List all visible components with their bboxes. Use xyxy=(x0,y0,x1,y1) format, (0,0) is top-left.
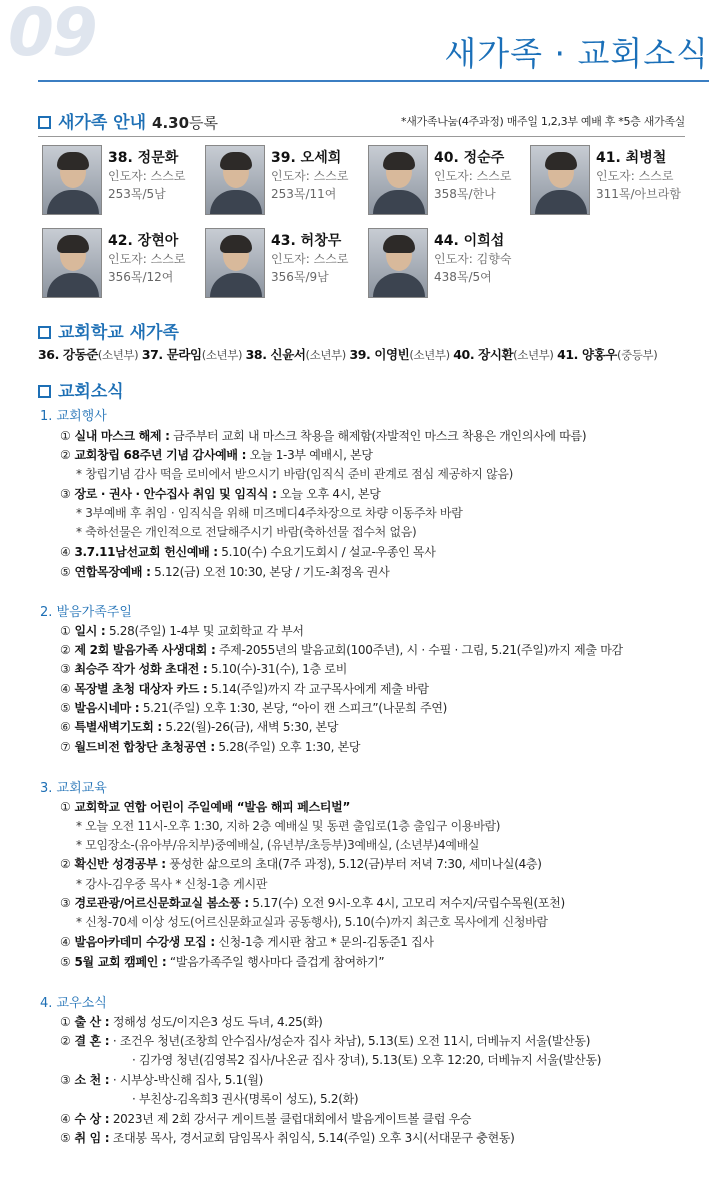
news-note: * 강사-김우중 목사 * 신청-1층 게시판 xyxy=(76,877,268,891)
page-title: 새가족 · 교회소식 xyxy=(444,34,709,73)
square-bullet-icon xyxy=(38,116,51,129)
member-card xyxy=(42,228,217,308)
member-district: 358목/한나 xyxy=(434,187,496,201)
news-item: ② 확신반 성경공부 : 풍성한 삶으로의 초대(7주 과정), 5.12(금)부터 저녁 7:30, 세미나실(4층) xyxy=(60,857,542,871)
member-district: 438목/5여 xyxy=(434,270,492,284)
new-family-heading: 새가족 안내 4.30등록 xyxy=(38,108,218,133)
news-item: ③ 최승주 작가 성화 초대전 : 5.10(수)-31(수), 1층 로비 xyxy=(60,662,348,676)
news-note: * 모임장소-(유아부/유치부)중예배실, (유년부/초등부)3예배실, (소년부)4예배실 xyxy=(76,838,480,852)
school-entry-name: 39. 이영빈 xyxy=(349,347,410,362)
news-note: * 창립기념 감사 떡을 로비에서 받으시기 바람(임직식 준비 관계로 점심 제공하지 않음) xyxy=(76,467,514,481)
member-district: 356목/9남 xyxy=(271,270,329,284)
news-item: ⑤ 취 임 : 조대봉 목사, 경서교회 담임목사 취임식, 5.14(주일) 오후 3시(서대문구 충현동) xyxy=(60,1131,515,1145)
news-item: ② 제 2회 발음가족 사생대회 : 주제-2055년의 발음교회(100주년), 시 · 수필 · 그림, 5.21(주일)까지 제출 마감 xyxy=(60,643,623,657)
member-guide: 인도자: 스스로 xyxy=(271,252,349,266)
school-new-family-list xyxy=(38,345,657,363)
news-item: ① 출 산 : 정해성 성도/이지은3 성도 득녀, 4.25(화) xyxy=(60,1015,323,1029)
school-entry-name: 37. 문라임 xyxy=(141,347,202,362)
registration-date: 4.30등록 xyxy=(152,114,219,132)
member-card xyxy=(205,145,380,225)
member-name: 39. 오세희 xyxy=(271,150,342,166)
member-card xyxy=(368,145,543,225)
new-family-note: *새가족나눔(4주과정) 매주일 1,2,3부 예배 후 *5층 새가족실 xyxy=(401,115,685,128)
news-item: ④ 3.7.11남선교회 헌신예배 : 5.10(수) 수요기도회시 / 설교-우종인 목사 xyxy=(60,545,436,559)
member-guide: 인도자: 김향숙 xyxy=(434,252,512,266)
news-item: ③ 소 천 : · 시부상-박신해 집사, 5.1(월) xyxy=(60,1073,264,1087)
news-item: ⑤ 5월 교회 캠페인 : “발음가족주일 행사마다 즐겁게 참여하기” xyxy=(60,955,385,969)
news-note: * 3부예배 후 취임 · 임직식을 위해 미즈메디4주차장으로 차량 이동주차 바람 xyxy=(76,506,463,520)
square-bullet-icon xyxy=(38,326,51,339)
member-district: 253목/5남 xyxy=(108,187,166,201)
member-name: 44. 이희섭 xyxy=(434,233,505,249)
subsection-title: 2. 발음가족주일 xyxy=(40,605,132,620)
member-photo xyxy=(205,145,265,215)
member-card xyxy=(205,228,380,308)
member-photo xyxy=(368,228,428,298)
member-photo xyxy=(42,145,102,215)
school-entry-dept: (소년부) xyxy=(201,348,243,362)
member-photo xyxy=(368,145,428,215)
news-note: * 축하선물은 개인적으로 전달해주시기 바람(축하선물 접수처 없음) xyxy=(76,525,417,539)
member-guide: 인도자: 스스로 xyxy=(271,169,349,183)
school-entry-dept: (소년부) xyxy=(97,348,139,362)
school-entry-dept: (소년부) xyxy=(513,348,554,362)
member-card xyxy=(42,145,217,225)
school-entry-dept: (소년부) xyxy=(409,348,450,362)
member-name: 40. 정순주 xyxy=(434,150,505,166)
school-entry-name: 38. 신윤서 xyxy=(245,347,306,362)
member-guide: 인도자: 스스로 xyxy=(108,252,186,266)
page-number: 09 xyxy=(8,0,96,71)
news-item: ① 일시 : 5.28(주일) 1-4부 및 교회학교 각 부서 xyxy=(60,624,304,638)
school-entry-name: 41. 양홍우 xyxy=(557,347,617,362)
news-note: * 오늘 오전 11시-오후 1:30, 지하 2층 예배실 및 동편 출입로(1층 출입구 이용바람) xyxy=(76,819,501,833)
member-name: 41. 최병철 xyxy=(596,150,667,166)
news-item: ① 실내 마스크 해제 : 금주부터 교회 내 마스크 착용을 해제함(자발적인 마스크 착용은 개인의사에 따름) xyxy=(60,429,587,443)
news-note: * 신청-70세 이상 성도(어르신문화교실과 공동행사), 5.10(수)까지 최근호 목사에게 신청바람 xyxy=(76,915,548,929)
member-name: 43. 허창무 xyxy=(271,233,342,249)
subsection-title: 4. 교우소식 xyxy=(40,996,107,1011)
school-entry-dept: (소년부) xyxy=(305,348,346,362)
news-item-continuation: · 김가영 청년(김영복2 집사/나온균 집사 장녀), 5.13(토) 오후 12:20, 더베뉴지 서울(발산동) xyxy=(132,1053,602,1067)
member-photo xyxy=(205,228,265,298)
member-name: 38. 정문화 xyxy=(108,150,179,166)
news-item: ② 교회창립 68주년 기념 감사예배 : 오늘 1-3부 예배시, 본당 xyxy=(60,448,373,462)
member-name: 42. 장현아 xyxy=(108,233,179,249)
member-guide: 인도자: 스스로 xyxy=(596,169,674,183)
square-bullet-icon xyxy=(38,385,51,398)
member-guide: 인도자: 스스로 xyxy=(108,169,186,183)
member-guide: 인도자: 스스로 xyxy=(434,169,512,183)
church-news-heading: 교회소식 xyxy=(38,377,124,402)
news-item: ⑤ 발음시네마 : 5.21(주일) 오후 1:30, 본당, “아이 캔 스피크”(나문희 주연) xyxy=(60,701,448,715)
title-divider xyxy=(38,80,709,82)
member-district: 253목/11여 xyxy=(271,187,337,201)
subsection-title: 3. 교회교육 xyxy=(40,781,107,796)
member-card xyxy=(368,228,543,308)
news-item: ④ 목장별 초청 대상자 카드 : 5.14(주일)까지 각 교구목사에게 제출 바람 xyxy=(60,682,429,696)
news-item-continuation: · 부친상-김옥희3 권사(명록이 성도), 5.2(화) xyxy=(132,1092,359,1106)
member-district: 311목/아브라함 xyxy=(596,187,681,201)
news-item: ④ 수 상 : 2023년 제 2회 강서구 게이트볼 클럽대회에서 발음게이트볼 클럽 우승 xyxy=(60,1112,472,1126)
member-photo xyxy=(530,145,590,215)
news-item: ④ 발음아카데미 수강생 모집 : 신청-1층 게시판 참고 * 문의-김동준1 집사 xyxy=(60,935,434,949)
school-entry-dept: (중등부) xyxy=(616,348,658,362)
member-card xyxy=(530,145,705,225)
news-item: ② 결 혼 : · 조건우 청년(조창희 안수집사/성순자 집사 차남), 5.13(토) 오전 11시, 더베뉴지 서울(발산동) xyxy=(60,1034,591,1048)
news-item: ① 교회학교 연합 어린이 주일예배 “발음 해피 페스티벌” xyxy=(60,800,351,814)
member-photo xyxy=(42,228,102,298)
news-item: ③ 경로관광/어르신문화교실 봄소풍 : 5.17(수) 오전 9시-오후 4시, 고모리 저수지/국립수목원(포천) xyxy=(60,896,565,910)
school-entry-name: 36. 강동준 xyxy=(38,347,98,362)
news-item: ③ 장로 · 권사 · 안수집사 취임 및 임직식 : 오늘 오후 4시, 본당 xyxy=(60,487,381,501)
subsection-title: 1. 교회행사 xyxy=(40,409,107,424)
news-item: ⑥ 특별새벽기도회 : 5.22(월)-26(금), 새벽 5:30, 본당 xyxy=(60,720,339,734)
news-item: ⑦ 월드비전 합창단 초청공연 : 5.28(주일) 오후 1:30, 본당 xyxy=(60,740,361,754)
news-item: ⑤ 연합목장예배 : 5.12(금) 오전 10:30, 본당 / 기도-최정옥 권사 xyxy=(60,565,390,579)
school-entry-name: 40. 장시환 xyxy=(453,347,514,362)
school-new-family-heading: 교회학교 새가족 xyxy=(38,318,179,343)
member-district: 356목/12여 xyxy=(108,270,174,284)
section-divider xyxy=(38,136,685,137)
